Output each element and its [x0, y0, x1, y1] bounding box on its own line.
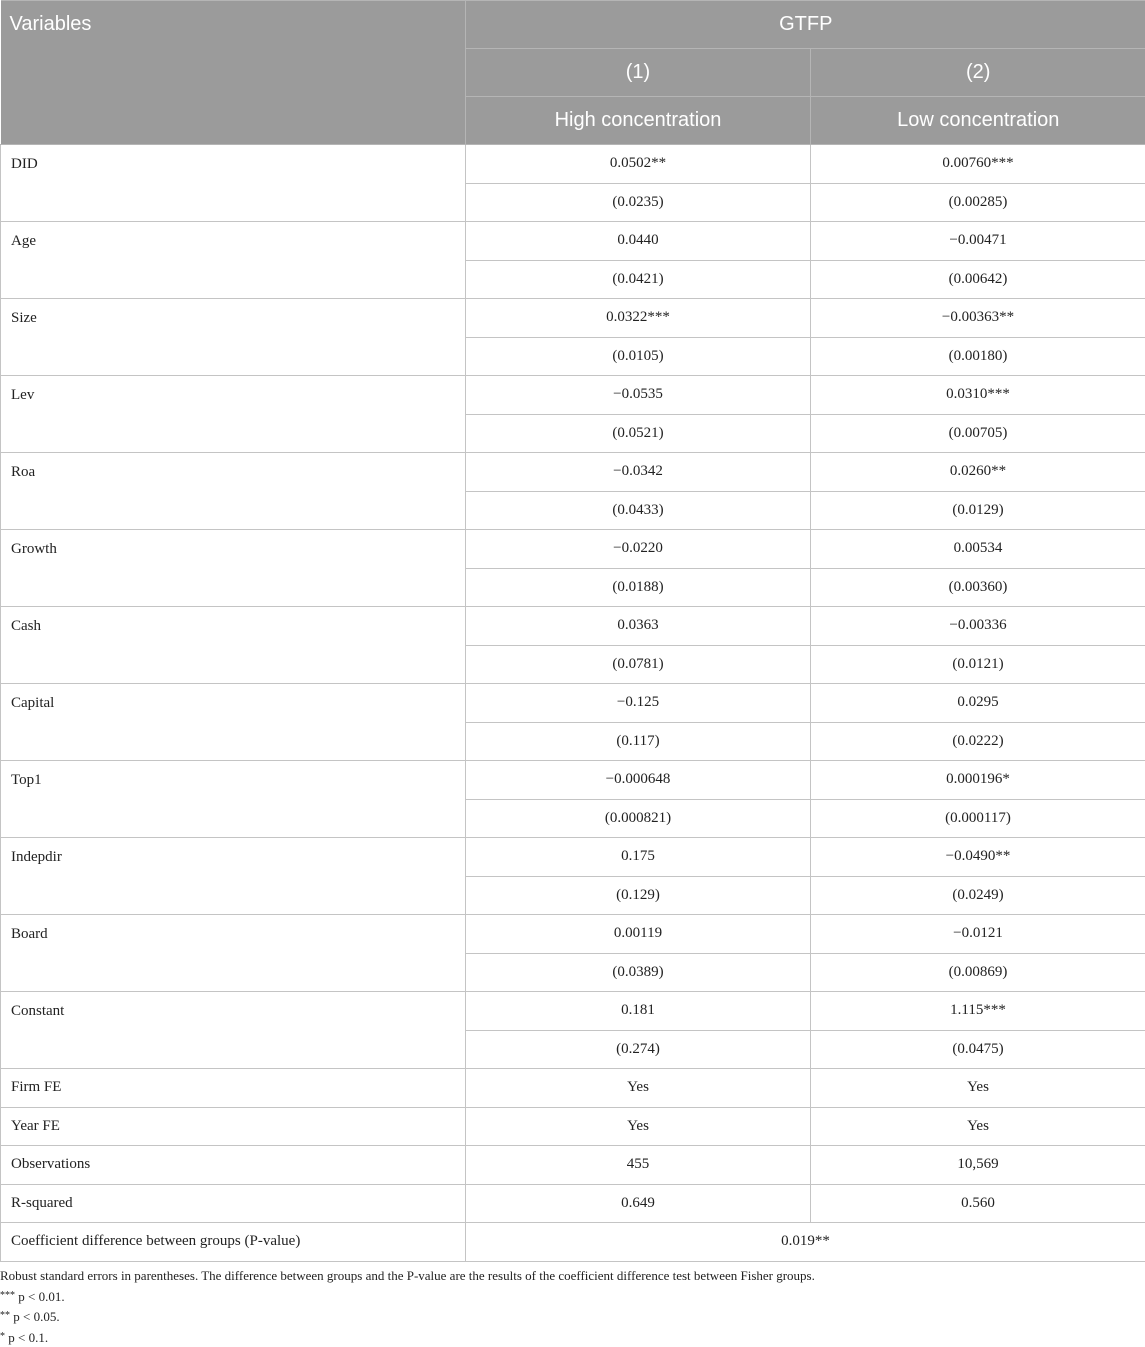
coef-low: −0.00363**	[811, 299, 1145, 338]
se-low: (0.00869)	[811, 953, 1145, 992]
variable-name: Capital	[1, 684, 466, 761]
column-number-1: (1)	[466, 49, 811, 97]
footnote-sig-3-stars: *	[0, 1331, 5, 1342]
coef-high: 0.0502**	[466, 145, 811, 184]
coef-high: 0.00119	[466, 915, 811, 954]
coef-low: 0.0310***	[811, 376, 1145, 415]
table-row-observations	[1, 1146, 1145, 1185]
se-high: (0.0389)	[466, 953, 811, 992]
se-high: (0.0105)	[466, 337, 811, 376]
coef-high: 0.0363	[466, 607, 811, 646]
se-low: (0.00360)	[811, 568, 1145, 607]
variable-name: Constant	[1, 992, 466, 1069]
table-row-r-squared	[1, 1184, 1145, 1223]
footnote-sig-1	[0, 1286, 1145, 1307]
se-low: (0.0129)	[811, 491, 1145, 530]
column-label-low-concentration: Low concentration	[811, 97, 1145, 145]
se-high: (0.274)	[466, 1030, 811, 1069]
se-high: (0.0521)	[466, 414, 811, 453]
footnote-sig-1-stars: ***	[0, 1290, 15, 1301]
summary-low: Yes	[811, 1069, 1145, 1108]
coef-high: 0.0440	[466, 222, 811, 261]
coef-low: 0.0260**	[811, 453, 1145, 492]
summary-high: Yes	[466, 1069, 811, 1108]
summary-high: 0.649	[466, 1184, 811, 1223]
footnote-note: Robust standard errors in parentheses. The difference between groups and the P-value are the results of the coefficient difference test between Fisher groups.	[0, 1266, 1145, 1286]
summary-low: 10,569	[811, 1146, 1145, 1185]
se-low: (0.0121)	[811, 645, 1145, 684]
variable-name: DID	[1, 145, 466, 222]
coef-high: −0.0535	[466, 376, 811, 415]
se-low: (0.0475)	[811, 1030, 1145, 1069]
se-low: (0.00180)	[811, 337, 1145, 376]
table-body	[1, 145, 1145, 1262]
coef-diff-label: Coefficient difference between groups (P-value)	[1, 1223, 466, 1262]
coef-low: 0.00760***	[811, 145, 1145, 184]
table-header	[1, 1, 1145, 145]
table-row-constant-coef	[1, 992, 1145, 1031]
se-low: (0.00642)	[811, 260, 1145, 299]
header-row-group	[1, 1, 1145, 49]
coef-high: −0.125	[466, 684, 811, 723]
table-row-size-coef	[1, 299, 1145, 338]
column-label-high-concentration: High concentration	[466, 97, 811, 145]
se-low: (0.0222)	[811, 722, 1145, 761]
table-row-capital-coef	[1, 684, 1145, 723]
coef-low: 1.115***	[811, 992, 1145, 1031]
coef-high: 0.181	[466, 992, 811, 1031]
se-high: (0.0421)	[466, 260, 811, 299]
footnote-sig-3-text: p < 0.1.	[5, 1330, 48, 1345]
se-low: (0.0249)	[811, 876, 1145, 915]
footnote-sig-2	[0, 1306, 1145, 1327]
coef-high: −0.0342	[466, 453, 811, 492]
variable-name: Roa	[1, 453, 466, 530]
table-row-roa-coef	[1, 453, 1145, 492]
summary-high: 455	[466, 1146, 811, 1185]
gtfp-header: GTFP	[466, 1, 1145, 49]
se-high: (0.0235)	[466, 183, 811, 222]
coef-high: −0.0220	[466, 530, 811, 569]
summary-low: 0.560	[811, 1184, 1145, 1223]
table-row-year-fe	[1, 1107, 1145, 1146]
coef-high: 0.0322***	[466, 299, 811, 338]
variable-name: Growth	[1, 530, 466, 607]
coef-low: 0.00534	[811, 530, 1145, 569]
se-high: (0.117)	[466, 722, 811, 761]
table-footnotes	[0, 1266, 1145, 1347]
summary-low: Yes	[811, 1107, 1145, 1146]
table-row-indepdir-coef	[1, 838, 1145, 877]
coef-low: −0.00471	[811, 222, 1145, 261]
coef-high: 0.175	[466, 838, 811, 877]
se-low: (0.00285)	[811, 183, 1145, 222]
coef-low: 0.000196*	[811, 761, 1145, 800]
se-high: (0.129)	[466, 876, 811, 915]
table-row-did-coef	[1, 145, 1145, 184]
variable-name: Indepdir	[1, 838, 466, 915]
coef-low: −0.0490**	[811, 838, 1145, 877]
variable-name: Board	[1, 915, 466, 992]
summary-high: Yes	[466, 1107, 811, 1146]
se-high: (0.000821)	[466, 799, 811, 838]
table-row-cash-coef	[1, 607, 1145, 646]
table-row-age-coef	[1, 222, 1145, 261]
table-row-lev-coef	[1, 376, 1145, 415]
se-high: (0.0433)	[466, 491, 811, 530]
summary-label: Observations	[1, 1146, 466, 1185]
variable-name: Top1	[1, 761, 466, 838]
summary-label: Year FE	[1, 1107, 466, 1146]
column-number-2: (2)	[811, 49, 1145, 97]
footnote-sig-1-text: p < 0.01.	[15, 1289, 65, 1304]
footnote-sig-2-stars: **	[0, 1310, 10, 1321]
se-low: (0.000117)	[811, 799, 1145, 838]
summary-label: Firm FE	[1, 1069, 466, 1108]
coef-high: −0.000648	[466, 761, 811, 800]
variable-name: Age	[1, 222, 466, 299]
footnote-sig-3	[0, 1327, 1145, 1347]
footnote-sig-2-text: p < 0.05.	[10, 1309, 60, 1324]
coef-low: −0.00336	[811, 607, 1145, 646]
table-row-coef-diff	[1, 1223, 1145, 1262]
variable-name: Lev	[1, 376, 466, 453]
coef-low: 0.0295	[811, 684, 1145, 723]
se-high: (0.0781)	[466, 645, 811, 684]
se-high: (0.0188)	[466, 568, 811, 607]
summary-label: R-squared	[1, 1184, 466, 1223]
table-row-firm-fe	[1, 1069, 1145, 1108]
table-row-growth-coef	[1, 530, 1145, 569]
se-low: (0.00705)	[811, 414, 1145, 453]
variable-name: Size	[1, 299, 466, 376]
variables-header: Variables	[1, 1, 466, 145]
table-row-top1-coef	[1, 761, 1145, 800]
variable-name: Cash	[1, 607, 466, 684]
table-row-board-coef	[1, 915, 1145, 954]
coef-low: −0.0121	[811, 915, 1145, 954]
coef-diff-value: 0.019**	[466, 1223, 1145, 1262]
